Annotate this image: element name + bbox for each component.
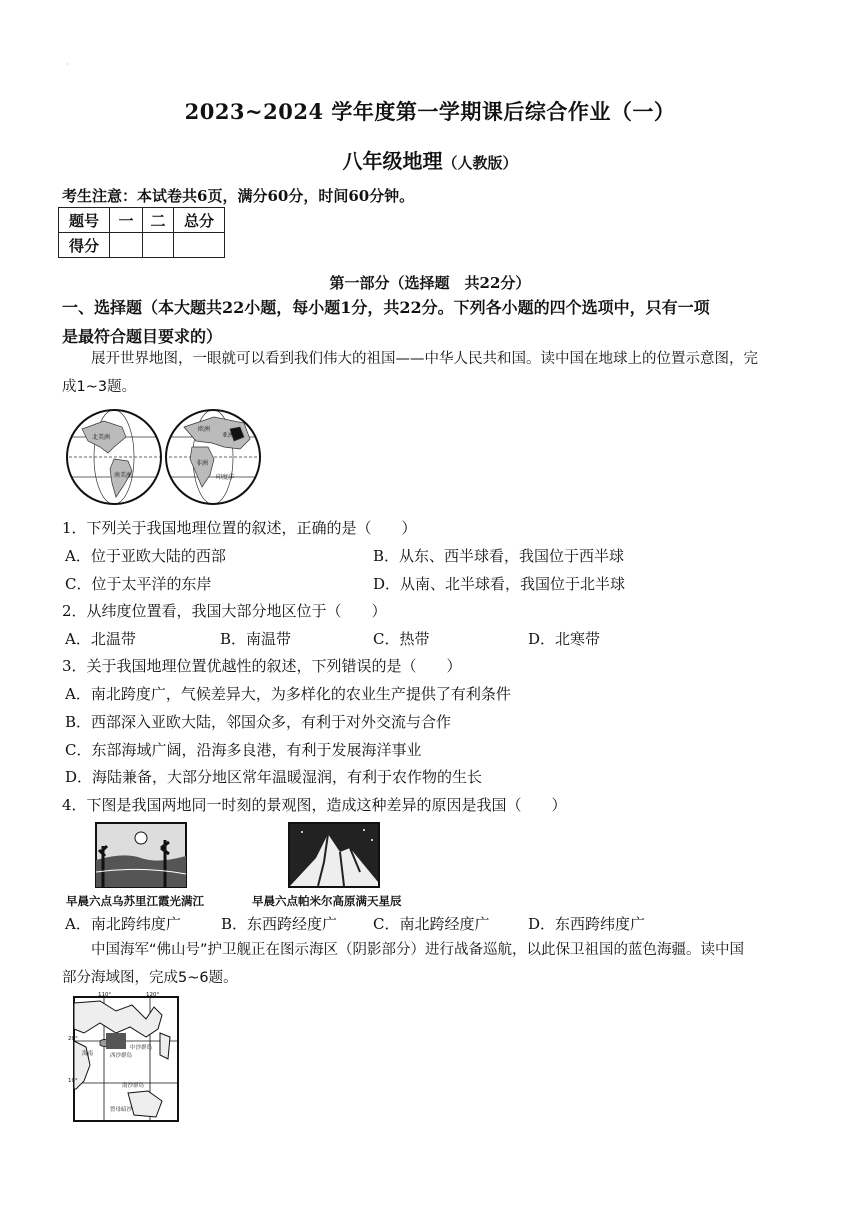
q2-option-c[interactable]: C．热带 bbox=[373, 630, 430, 648]
score-cell: 题号 bbox=[59, 208, 110, 233]
globe-label: 北美洲 bbox=[92, 434, 111, 441]
map-latitude-label: 10° bbox=[68, 1078, 78, 1084]
globe-label: 南美洲 bbox=[114, 472, 133, 479]
image-caption-left: 早晨六点乌苏里江霞光满江 bbox=[66, 894, 204, 908]
score-cell[interactable] bbox=[174, 233, 225, 258]
sea-area-map bbox=[70, 993, 182, 1125]
map-latitude-label: 20° bbox=[68, 1036, 78, 1042]
score-cell: 二 bbox=[143, 208, 174, 233]
q4-option-d[interactable]: D．东西跨纬度广 bbox=[528, 915, 646, 933]
edition-label: （人教版） bbox=[442, 154, 518, 172]
q4-option-a[interactable]: A．南北跨纬度广 bbox=[65, 915, 181, 933]
score-table-row bbox=[59, 233, 225, 258]
scan-speck: · bbox=[66, 60, 69, 69]
intro-line: 中国海军“佛山号”护卫舰正在图示海区（阴影部分）进行战备巡航，以此保卫祖国的蓝色海疆。读中国 bbox=[91, 942, 745, 958]
q4-option-c[interactable]: C．南北跨经度广 bbox=[373, 915, 490, 933]
intro-passage bbox=[62, 345, 817, 401]
subject-label: 八年级地理 bbox=[342, 149, 443, 173]
score-cell[interactable] bbox=[143, 233, 174, 258]
q3-option-b[interactable]: B．西部深入亚欧大陆，邻国众多，有利于对外交流与合作 bbox=[65, 713, 452, 731]
score-table bbox=[58, 207, 225, 258]
exam-subtitle bbox=[0, 145, 860, 174]
section-line: 是最符合题目要求的） bbox=[62, 327, 223, 346]
section-instructions bbox=[62, 293, 822, 351]
candidate-notice: 考生注意：本试卷共6页，满分60分，时间60分钟。 bbox=[62, 187, 415, 205]
q1-option-d[interactable]: D．从南、北半球看，我国位于北半球 bbox=[373, 575, 626, 593]
q1-option-c[interactable]: C．位于太平洋的东岸 bbox=[65, 575, 212, 593]
q3-option-d[interactable]: D．海陆兼备，大部分地区常年温暖湿润，有利于农作物的生长 bbox=[65, 768, 483, 786]
globe-label: 亚洲 bbox=[222, 432, 235, 439]
globe-diagram bbox=[64, 407, 264, 511]
part-heading: 第一部分（选择题 共22分） bbox=[329, 274, 531, 292]
question-1-stem: 1．下列关于我国地理位置的叙述，正确的是（ ） bbox=[62, 519, 417, 537]
intro-line: 成1~3题。 bbox=[62, 379, 137, 395]
q4-option-b[interactable]: B．东西跨经度广 bbox=[221, 915, 338, 933]
image-caption-right: 早晨六点帕米尔高原满天星辰 bbox=[252, 894, 402, 908]
q3-option-c[interactable]: C．东部海域广阔，沿海多良港，有利于发展海洋事业 bbox=[65, 741, 422, 759]
globe-label: 非洲 bbox=[196, 460, 209, 467]
map-place-label: 曾母暗沙 bbox=[110, 1107, 133, 1113]
q2-option-a[interactable]: A．北温带 bbox=[65, 630, 136, 648]
map-place-label: 南沙群岛 bbox=[122, 1083, 145, 1089]
intro-line: 部分海域图，完成5~6题。 bbox=[62, 970, 238, 986]
q3-option-a[interactable]: A．南北跨度广，气候差异大，为多样化的农业生产提供了有利条件 bbox=[65, 685, 511, 703]
q1-option-a[interactable]: A．位于亚欧大陆的西部 bbox=[65, 547, 226, 565]
score-cell: 一 bbox=[110, 208, 143, 233]
question-3-stem: 3．关于我国地理位置优越性的叙述，下列错误的是（ ） bbox=[62, 657, 462, 675]
map-place-label: 中沙群岛 bbox=[130, 1045, 153, 1051]
map-longitude-label: 120° bbox=[146, 992, 160, 998]
intro-passage-2 bbox=[62, 936, 817, 992]
pamir-plateau-image bbox=[288, 822, 380, 888]
q2-option-b[interactable]: B．南温带 bbox=[220, 630, 292, 648]
question-2-stem: 2．从纬度位置看，我国大部分地区位于（ ） bbox=[62, 602, 387, 620]
map-longitude-label: 110° bbox=[98, 992, 112, 998]
map-place-label: 西沙群岛 bbox=[110, 1053, 133, 1059]
globe-label: 印度洋 bbox=[216, 474, 235, 481]
score-cell: 得分 bbox=[59, 233, 110, 258]
ussuri-river-image bbox=[95, 822, 187, 888]
q1-option-b[interactable]: B．从东、西半球看，我国位于西半球 bbox=[373, 547, 625, 565]
globe-label: 欧洲 bbox=[198, 426, 211, 433]
score-cell: 总分 bbox=[174, 208, 225, 233]
question-4-stem: 4．下图是我国两地同一时刻的景观图，造成这种差异的原因是我国（ ） bbox=[62, 796, 567, 814]
score-cell[interactable] bbox=[110, 233, 143, 258]
section-line: 一、选择题（本大题共22小题，每小题1分，共22分。下列各小题的四个选项中，只有一项 bbox=[62, 298, 710, 317]
map-place-label: 海南 bbox=[82, 1051, 94, 1057]
exam-title: 2023~2024 学年度第一学期课后综合作业（一） bbox=[184, 99, 676, 124]
score-table-row bbox=[59, 208, 225, 233]
intro-line: 展开世界地图，一眼就可以看到我们伟大的祖国——中华人民共和国。读中国在地球上的位置示意图，完 bbox=[91, 351, 758, 367]
q2-option-d[interactable]: D．北寒带 bbox=[528, 630, 601, 648]
